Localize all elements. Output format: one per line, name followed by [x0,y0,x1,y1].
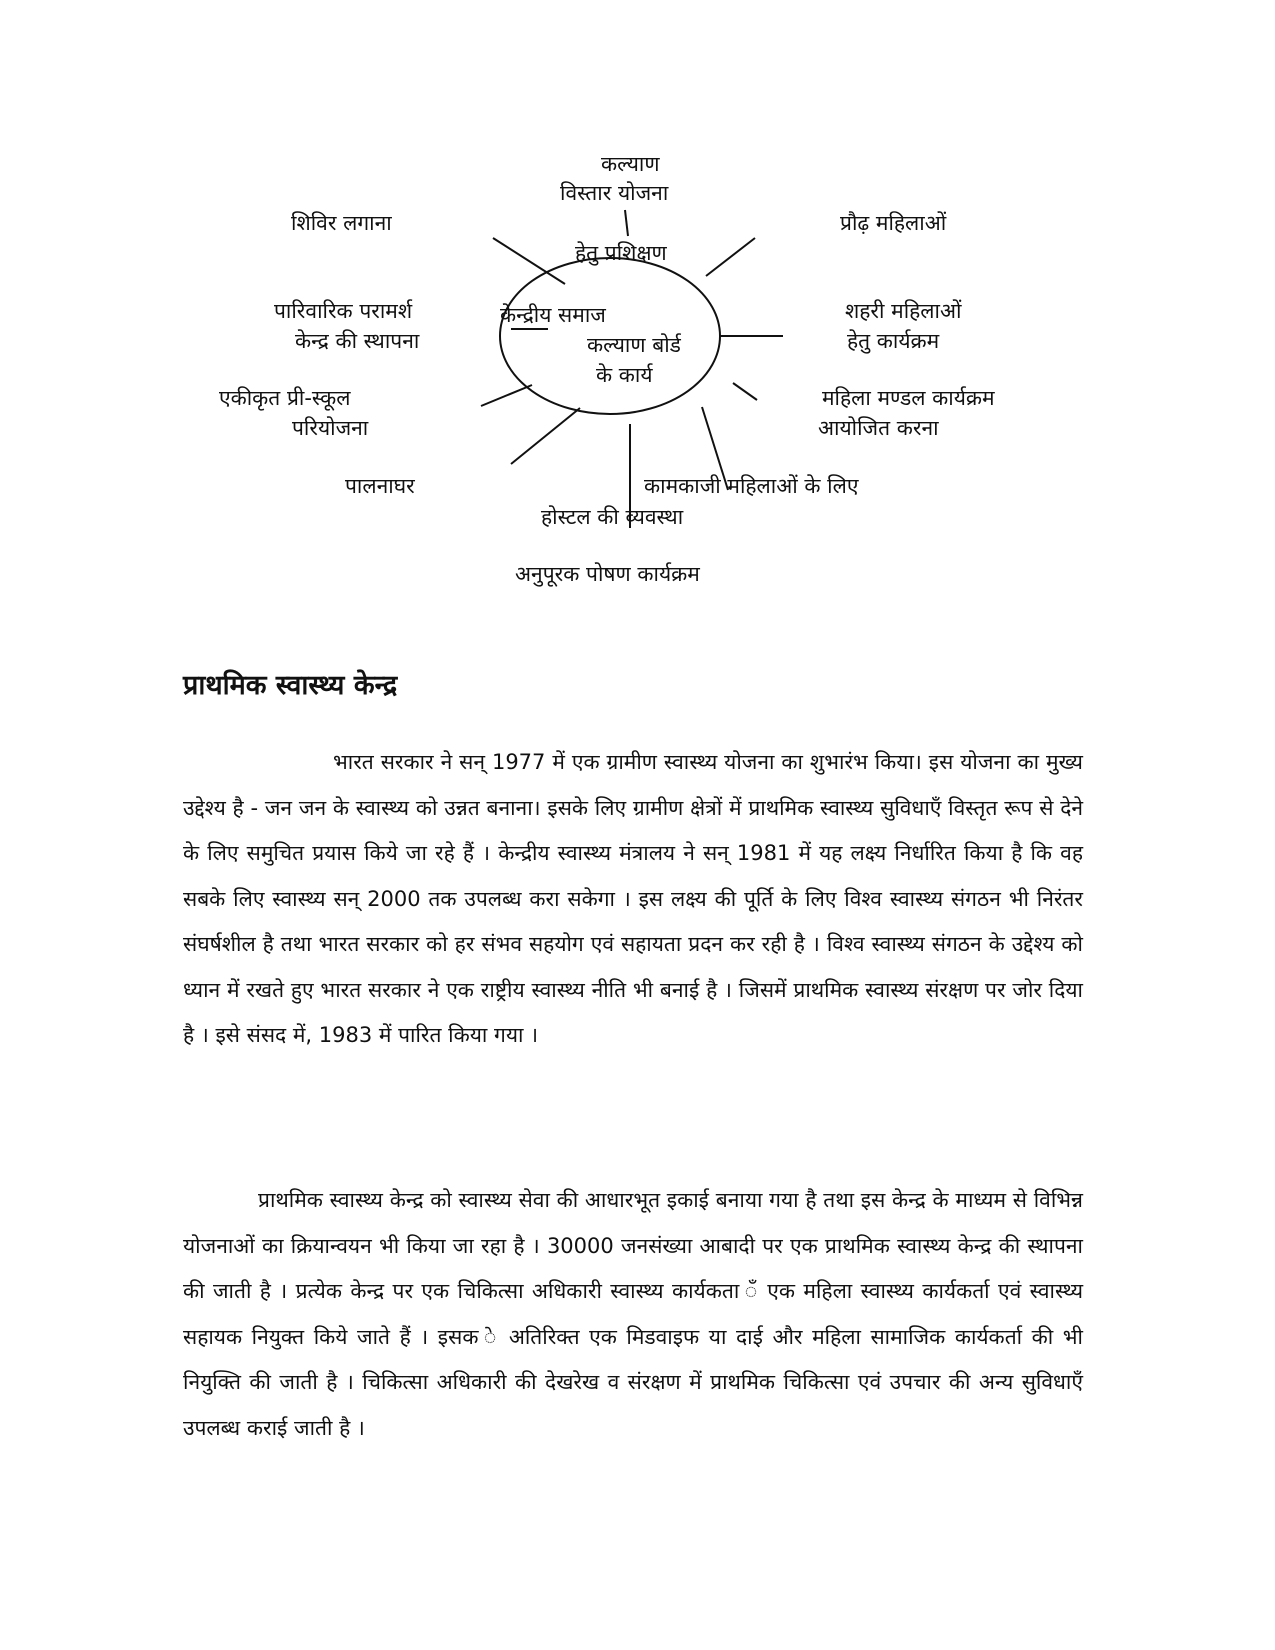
center-label-line3: के कार्य [596,363,653,387]
spoke-preschool [481,385,532,406]
spoke-creche [511,408,580,464]
node-training-line3: हेतु प्रशिक्षण [575,241,667,265]
node-urban-women-line2: हेतु कार्यक्रम [847,329,940,353]
node-preschool-line2: परियोजना [292,416,369,440]
node-preschool-line1: एकीकृत प्री-स्कूल [219,386,351,410]
node-creche: पालनाघर [345,474,415,498]
spoke-camps [493,238,565,284]
node-family-counselling-line1: पारिवारिक परामर्श [274,299,413,323]
node-working-women-line1: कामकाजी महिलाओं के लिए [644,474,859,498]
node-family-counselling-line2: केन्द्र की स्थापना [295,329,420,353]
node-training-line2: विस्तार योजना [560,181,669,205]
center-label: केन्द्रीय समाज [500,303,606,327]
paragraph-2: प्राथमिक स्वास्थ्य केन्द्र को स्वास्थ्य सेवा की आधारभूत इकाई बनाया गया है तथा इस केन्द्र के माध्यम से विभिन्न योजनाओं का क्रियान्वयन भी किया जा रहा है । 30000 जनसंख्या आबादी पर एक प्राथमिक स्वास्थ्य केन्द्र की स्थापना की जाती है । प्रत्येक केन्द्र पर एक चिकित्सा अधिकारी स्वास्थ्य कार्यकता ँ एक महिला स्वास्थ्य कार्यकर्ता एवं स्वास्थ्य सहायक नियुक्त किये जाते हैं । इसक े अतिरिक्त एक मिडवाइफ या दाई और महिला सामाजिक कार्यकर्ता की भी नियुक्ति की जाती है । चिकित्सा अधिकारी की देखरेख व संरक्षण में प्राथमिक चिकित्सा एवं उपचार की अन्य सुविधाएँ उपलब्ध कराई जाती है । [183,1188,1083,1440]
node-urban-women-line1: शहरी महिलाओं [845,299,962,323]
center-label-line2: कल्याण बोर्ड [587,333,681,357]
node-adult-women: प्रौढ़ महिलाओं [840,211,947,235]
paragraph-1: भारत सरकार ने सन् 1977 में एक ग्रामीण स्वास्थ्य योजना का शुभारंभ किया। इस योजना का मुख्य उद्देश्य है - जन जन के स्वास्थ्य को उन्नत बनाना। इसके लिए ग्रामीण क्षेत्रों में प्राथमिक स्वास्थ्य सुविधाएँ विस्तृत रूप से देने के लिए समुचित प्रयास किये जा रहे हैं । केन्द्रीय स्वास्थ्य मंत्रालय ने सन् 1981 में यह लक्ष्य निर्धारित किया है कि वह सबके लिए स्वास्थ्य सन् 2000 तक उपलब्ध करा सकेगा । इस लक्ष्य की पूर्ति के लिए विश्व स्वास्थ्य संगठन भी निरंतर संघर्षशील है तथा भारत सरकार को हर संभव सहयोग एवं सहायता प्रदन कर रही है । विश्व स्वास्थ्य संगठन के उद्देश्य को ध्यान में रखते हुए भारत सरकार ने एक राष्ट्रीय स्वास्थ्य नीति भी बनाई है । जिसमें प्राथमिक स्वास्थ्य संरक्षण पर जोर दिया है । इसे संसद में, 1983 में पारित किया गया । [183,750,1083,1047]
node-training-line1: कल्याण [601,152,660,176]
spoke-adult-women [706,238,755,276]
node-mahila-mandal-line1: महिला मण्डल कार्यक्रम [822,386,995,410]
node-mahila-mandal-line2: आयोजित करना [818,416,939,440]
node-working-women-line2: होस्टल की व्यवस्था [541,505,684,529]
node-nutrition: अनुपूरक पोषण कार्यक्रम [515,562,700,586]
node-camps: शिविर लगाना [291,211,392,235]
section-heading: प्राथमिक स्वास्थ्य केन्द्र [183,670,398,701]
spoke-mahila-mandal [733,383,757,400]
spoke-training [625,210,628,236]
